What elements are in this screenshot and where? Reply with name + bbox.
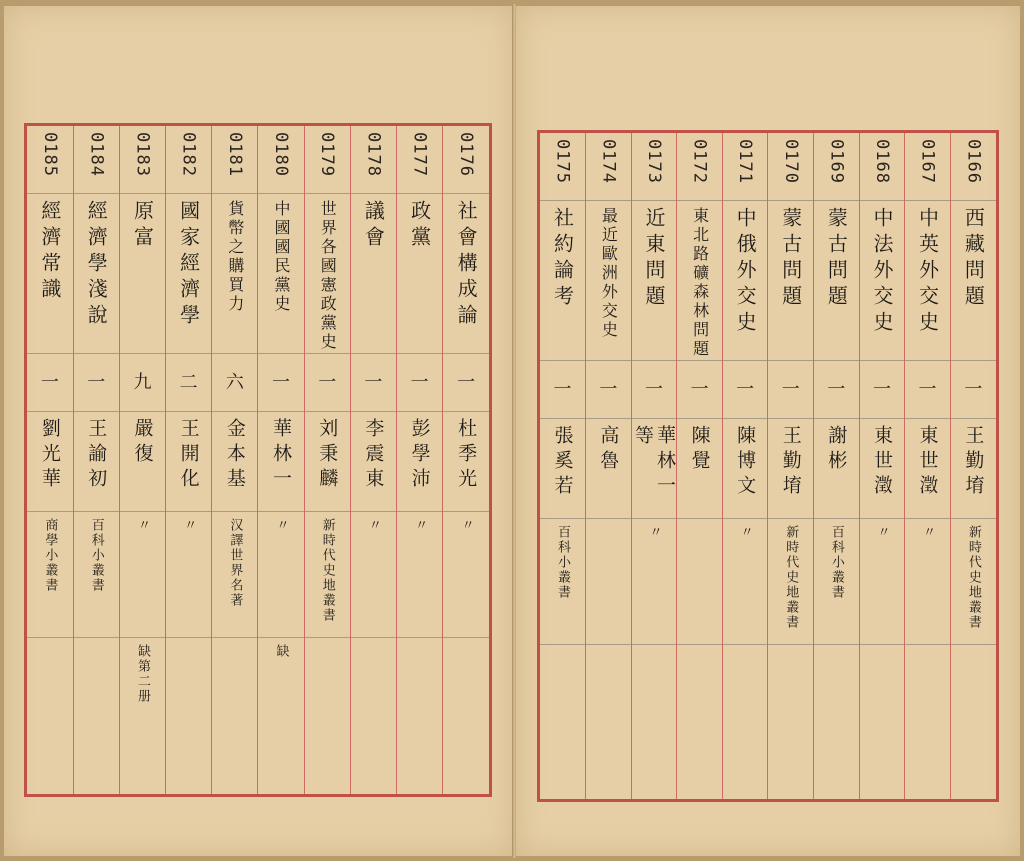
volume-count: 二 [179,372,198,393]
volume-count: 六 [225,372,244,393]
catalog-number: 0180 [271,132,292,177]
ledger-column [722,133,768,799]
author-name: 李震東 [362,418,385,493]
book-title: 中法外交史 [869,207,894,337]
book-title: 貨幣之購買力 [225,200,245,314]
series-name: 〃 [458,518,474,533]
series-name: 百科小叢書 [828,525,844,600]
catalog-number: 0184 [86,132,107,177]
series-name: 〃 [412,518,428,533]
book-title: 政黨 [407,200,432,252]
series-name: 〃 [737,525,753,540]
remark-note: 缺第二册 [134,644,150,704]
author-name: 高魯 [597,425,620,475]
book-title: 社約論考 [550,207,575,311]
catalog-number: 0169 [826,139,847,184]
author-name: 張奚若 [551,425,574,500]
volume-count: 一 [781,379,800,400]
author-name: 華林一等 [631,425,676,500]
book-title: 社會構成論 [454,200,479,330]
book-title: 西藏問題 [961,207,986,311]
catalog-number: 0170 [780,139,801,184]
author-name: 劉光華 [38,418,61,493]
book-title: 東北路礦森林問題 [690,207,710,359]
author-name: 王開化 [177,418,200,493]
volume-count: 一 [964,379,983,400]
book-title: 經濟學淺說 [84,200,109,330]
book-title: 中俄外交史 [733,207,758,337]
author-name: 謝彬 [825,425,848,475]
volume-count: 一 [827,379,846,400]
left-ledger-frame [24,123,492,797]
catalog-number: 0178 [363,132,384,177]
author-name: 華林一 [270,418,293,493]
book-title: 世界各國憲政黨史 [318,200,338,352]
catalog-number: 0168 [871,139,892,184]
catalog-number: 0181 [224,132,245,177]
ledger-column [443,126,489,794]
series-name: 〃 [365,518,381,533]
right-ledger-frame [537,130,999,802]
volume-count: 九 [133,372,152,393]
author-name: 王勤堉 [962,425,985,500]
left-page [4,6,514,856]
catalog-number: 0174 [598,139,619,184]
catalog-number: 0173 [643,139,664,184]
volume-count: 一 [364,372,383,393]
book-title: 議會 [361,200,386,252]
volume-count: 一 [644,379,663,400]
author-name: 陳覺 [688,425,711,475]
catalog-number: 0177 [409,132,430,177]
catalog-number: 0182 [178,132,199,177]
author-name: 王諭初 [85,418,108,493]
catalog-number: 0183 [132,132,153,177]
ledger-column [540,133,586,799]
right-page [516,6,1020,856]
catalog-number: 0166 [963,139,984,184]
author-name: 嚴復 [131,418,154,468]
remark-note: 缺 [273,644,289,659]
catalog-number: 0185 [39,132,60,177]
ledger-column [631,133,677,799]
volume-count: 一 [736,379,755,400]
volume-count: 一 [318,372,337,393]
catalog-number: 0179 [317,132,338,177]
book-title: 蒙古問題 [778,207,803,311]
author-name: 陳博文 [734,425,757,500]
catalog-number: 0172 [689,139,710,184]
book-title: 最近歐洲外交史 [599,207,619,340]
ledger-column [350,126,396,794]
catalog-number: 0171 [735,139,756,184]
series-name: 〃 [874,525,890,540]
volume-count: 一 [872,379,891,400]
series-name: 新時代史地叢書 [783,525,799,630]
series-name: 〃 [134,518,150,533]
series-name: 百科小叢書 [555,525,571,600]
author-name: 王勤堉 [779,425,802,500]
volume-count: 一 [690,379,709,400]
catalog-number: 0175 [552,139,573,184]
volume-count: 一 [40,372,59,393]
series-name: 〃 [273,518,289,533]
ledger-column [258,126,304,794]
author-name: 彭學沛 [408,418,431,493]
ledger-column [768,133,814,799]
volume-count: 一 [918,379,937,400]
author-name: 杜季光 [455,418,478,493]
series-name: 汉譯世界名著 [227,518,243,608]
book-title: 近東問題 [641,207,666,311]
ledger-column [586,133,632,799]
ledger-column [950,133,996,799]
series-name: 新時代史地叢書 [965,525,981,630]
ledger-column [212,126,258,794]
volume-count: 一 [553,379,572,400]
volume-count: 一 [410,372,429,393]
ledger-column [27,126,73,794]
series-name: 〃 [646,525,662,540]
book-title: 中英外交史 [915,207,940,337]
series-name: 百科小叢書 [88,518,104,593]
catalog-number: 0167 [917,139,938,184]
author-name: 金本基 [223,418,246,493]
author-name: 刘秉麟 [316,418,339,493]
left-ledger-table [27,126,489,794]
ledger-column [814,133,860,799]
ledger-column [397,126,443,794]
volume-count: 一 [599,379,618,400]
ledger-column [905,133,951,799]
author-name: 東世澂 [870,425,893,500]
catalog-number: 0176 [456,132,477,177]
book-title: 中國國民黨史 [272,200,292,314]
volume-count: 一 [87,372,106,393]
book-title: 國家經濟學 [176,200,201,330]
right-ledger-table [540,133,996,799]
book-title: 蒙古問題 [824,207,849,311]
ledger-column [73,126,119,794]
book-title: 經濟常識 [37,200,62,304]
series-name: 新時代史地叢書 [319,518,335,623]
ledger-column [304,126,350,794]
author-name: 東世澂 [916,425,939,500]
volume-count: 一 [272,372,291,393]
series-name: 商學小叢書 [42,518,58,593]
series-name: 〃 [920,525,936,540]
book-title: 原富 [130,200,155,252]
volume-count: 一 [457,372,476,393]
ledger-column [677,133,723,799]
ledger-column [119,126,165,794]
ledger-column [859,133,905,799]
ledger-column [166,126,212,794]
series-name: 〃 [181,518,197,533]
